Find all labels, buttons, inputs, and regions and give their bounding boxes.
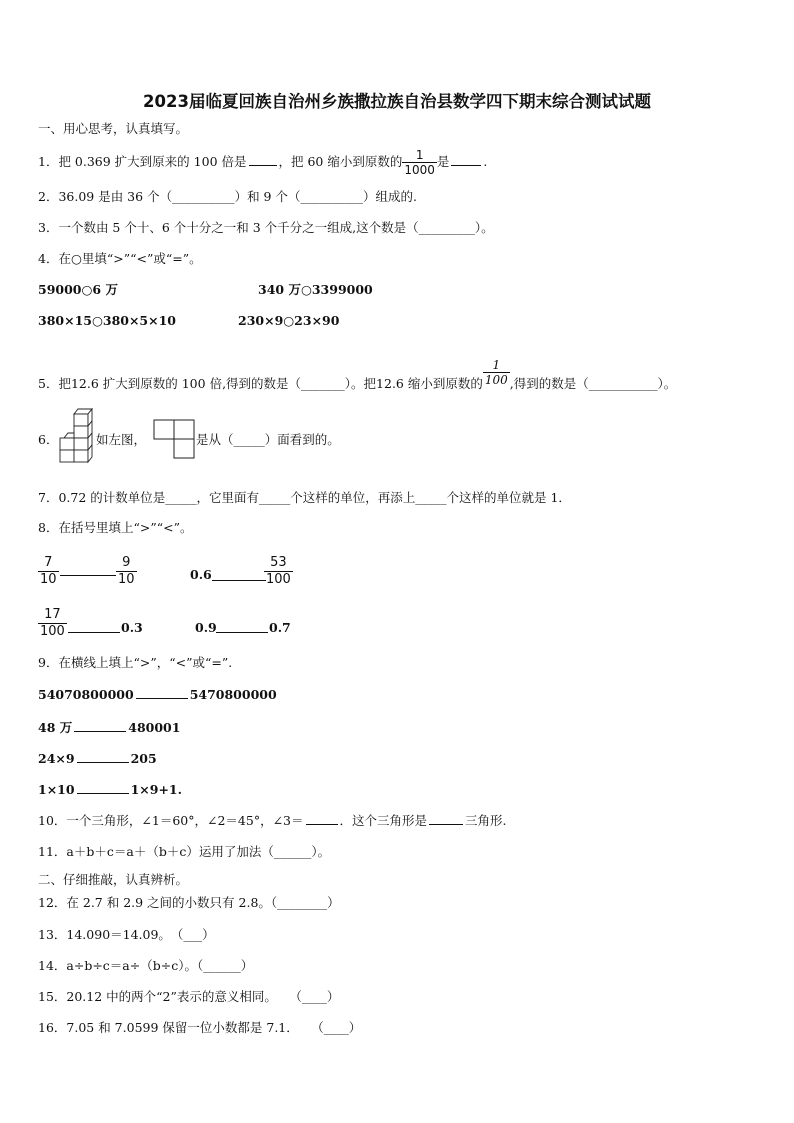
q4-item: 340 万○3399000 — [258, 282, 373, 297]
question-11: 11．a＋b＋c＝a＋（b＋c）运用了加法（______）。 — [38, 844, 331, 859]
answer-blank[interactable] — [74, 718, 126, 732]
question-14: 14．a÷b÷c＝a÷（b÷c）。（______） — [38, 958, 254, 973]
cube-stack-figure — [56, 406, 98, 470]
q8-fraction: $\frac{53}{100}$ — [266, 555, 291, 587]
answer-blank[interactable] — [136, 685, 188, 699]
q8-value: 0.3 — [121, 620, 143, 635]
q9-item: 48 万 480001 — [38, 720, 181, 735]
q4-item: 59000○6 万 — [38, 282, 118, 297]
answer-blank[interactable] — [451, 152, 481, 166]
page-title: 2023届临夏回族自治州乡族撒拉族自治县数学四下期末综合测试试题 — [143, 92, 651, 111]
answer-blank[interactable] — [306, 811, 338, 825]
answer-blank[interactable] — [216, 632, 268, 633]
answer-blank[interactable] — [249, 152, 277, 166]
section-heading-1: 一、用心思考，认真填写。 — [38, 121, 189, 136]
question-6-number: 6． — [38, 432, 59, 447]
q8-fraction: $\frac{9}{10}$ — [118, 555, 135, 587]
q6-text-a: 如左图， — [96, 432, 147, 447]
answer-blank[interactable] — [60, 575, 116, 576]
question-10: 10．一个三角形，∠1＝60°，∠2＝45°，∠3＝ ．这个三角形是 三角形. — [38, 813, 507, 828]
q4-item: 230×9○23×90 — [238, 313, 340, 328]
fraction: $\frac{1}{1000}$ — [404, 148, 435, 177]
q8-fraction: $\frac{17}{100}$ — [40, 607, 65, 639]
fraction: $\frac{1}{100}$ — [484, 358, 508, 387]
question-13: 13．14.090＝14.09。 （___） — [38, 927, 215, 942]
view-grid-figure — [152, 418, 196, 460]
q8-fraction: $\frac{7}{10}$ — [40, 555, 57, 587]
question-3: 3．一个数由 5 个十、6 个十分之一和 3 个千分之一组成,这个数是（_________）。 — [38, 220, 494, 235]
answer-blank[interactable] — [429, 811, 463, 825]
q4-item: 380×15○380×5×10 — [38, 313, 177, 328]
question-4: 4．在○里填“>”“<”或“=”。 — [38, 251, 202, 266]
q9-item: 24×9 205 — [38, 751, 157, 766]
question-2: 2．36.09 是由 36 个（__________）和 9 个（__________）组成的. — [38, 189, 417, 204]
question-7: 7．0.72 的计数单位是_____，它里面有_____个这样的单位，再添上_____个这样的单位就是 1． — [38, 490, 571, 505]
question-12: 12．在 2.7 和 2.9 之间的小数只有 2.8。（________） — [38, 895, 340, 910]
question-1: 1．把 0.369 扩大到原来的 100 倍是 ，把 60 缩小到原数的 $\frac{1}{1000}$ 是 . — [38, 148, 488, 177]
answer-blank[interactable] — [77, 780, 129, 794]
q9-item: 1×10 1×9+1. — [38, 782, 182, 797]
q9-item: 54070800000 5470800000 — [38, 687, 277, 702]
q8-value: 0.9 — [195, 620, 217, 635]
answer-blank[interactable] — [212, 580, 266, 581]
question-16: 16．7.05 和 7.0599 保留一位小数都是 7.1． （____） — [38, 1020, 362, 1035]
answer-blank[interactable] — [77, 749, 129, 763]
question-15: 15．20.12 中的两个“2”表示的意义相同。 （____） — [38, 989, 340, 1004]
q8-value: 0.7 — [269, 620, 291, 635]
section-heading-2: 二、仔细推敲，认真辨析。 — [38, 872, 189, 887]
question-9: 9．在横线上填上“>”，“<”或“=”. — [38, 655, 233, 670]
question-8: 8．在括号里填上“>”“<”。 — [38, 520, 193, 535]
q8-value: 0.6 — [190, 567, 212, 582]
q6-text-b: 是从（_____）面看到的。 — [196, 432, 340, 447]
answer-blank[interactable] — [68, 632, 120, 633]
question-5: 5．把12.6 扩大到原数的 100 倍,得到的数是（_______）。把12.6 缩小到原数的 $\frac{1}{100}$ ,得到的数是（___________）。 — [38, 358, 677, 391]
